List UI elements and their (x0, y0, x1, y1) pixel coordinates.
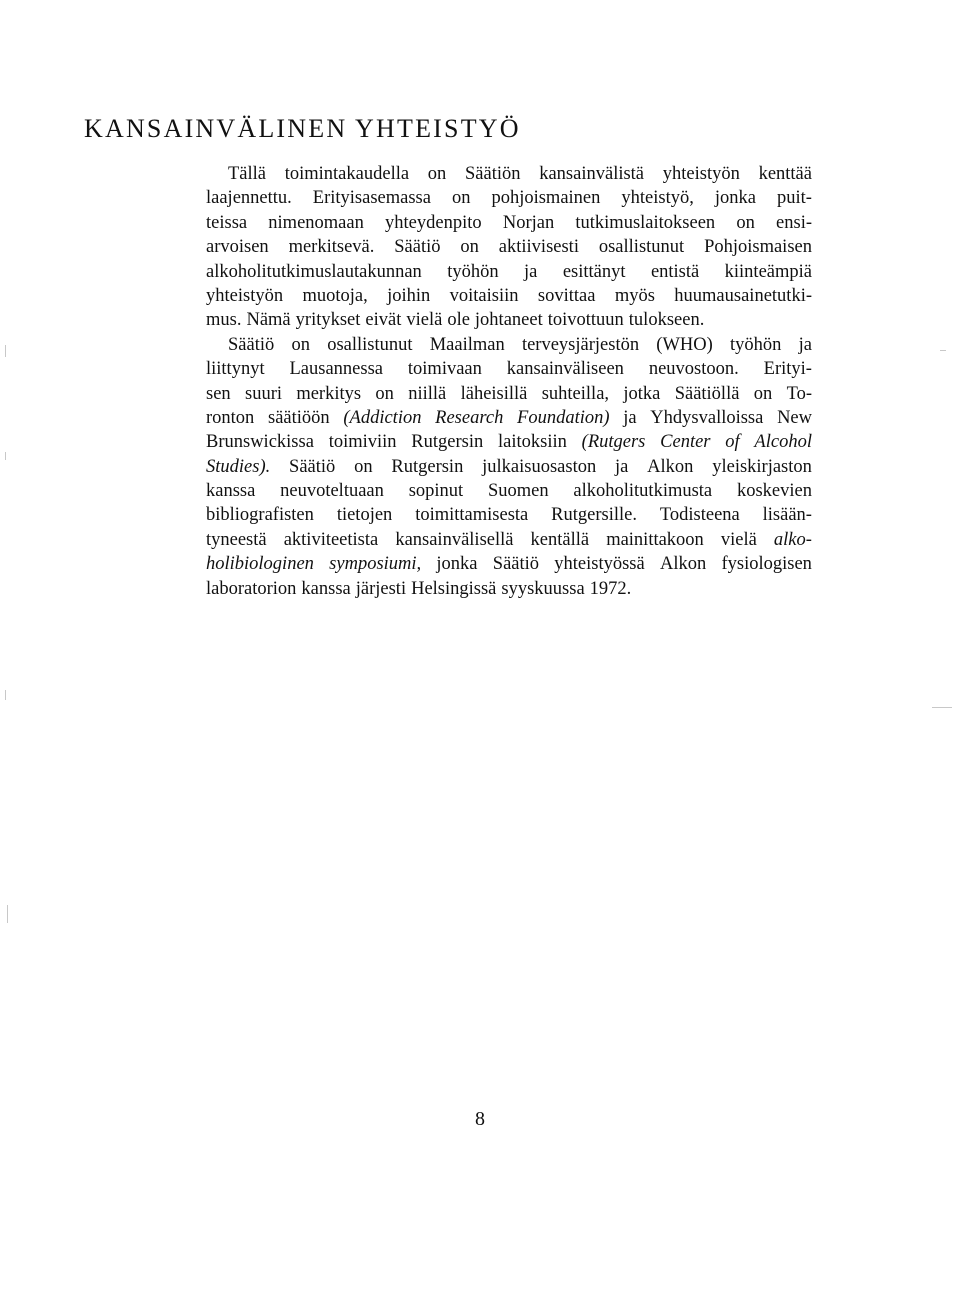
word: Todisteena (659, 505, 740, 526)
word: Säätiö (289, 456, 336, 477)
page-number: 8 (475, 1108, 485, 1130)
text-line (206, 406, 812, 430)
word: Alkon (647, 456, 694, 477)
italic-word: holibiologinen (206, 554, 314, 575)
word: Säätiö (228, 334, 275, 355)
text-line (206, 577, 812, 601)
word: fysiologisen (721, 554, 812, 575)
word: eivät (365, 310, 402, 331)
word: Nämä (246, 310, 291, 331)
italic-word: (Addiction (343, 407, 422, 428)
word: julkaisuosaston (482, 456, 597, 477)
word: on (354, 456, 373, 477)
word: aktiviteetista (283, 529, 379, 550)
word: jonka (436, 554, 478, 575)
word: syyskuussa (501, 578, 585, 599)
word: niillä (408, 383, 447, 404)
word: merkitsevä. (288, 237, 375, 258)
word: Rutgersille. (551, 505, 637, 526)
text-line (206, 162, 812, 186)
word: neuvoteltuaan (280, 481, 384, 502)
word: kansainvälistä (539, 164, 645, 184)
word: pohjoismainen (491, 188, 601, 209)
word: Erityisasemassa (312, 188, 431, 209)
word: tyneestä (206, 529, 267, 550)
word: toimivaan (407, 359, 482, 380)
word: aktiivisesti (498, 237, 579, 258)
word: Rutgersin (391, 456, 464, 477)
scan-speck (940, 350, 946, 351)
word: lisään- (762, 505, 812, 526)
italic-word: Center (660, 432, 711, 453)
word: ja (524, 261, 538, 282)
word: kanssa (206, 481, 256, 502)
text-line (206, 186, 812, 210)
word: tietojen (336, 505, 393, 526)
italic-word: (Rutgers (581, 432, 646, 453)
word: tulokseen. (628, 310, 705, 331)
italic-word: Alcohol (754, 432, 812, 453)
text-line (206, 235, 812, 259)
text-line (206, 455, 812, 479)
text-line (206, 479, 812, 503)
word: Maailman (429, 334, 505, 355)
word: liittynyt (206, 359, 265, 380)
word: tutkimuslaitokseen (575, 212, 716, 233)
text-line (206, 211, 812, 235)
word: on (291, 334, 310, 355)
word: (WHO) (656, 334, 713, 355)
word: ronton (206, 407, 255, 428)
word: osallistunut (327, 334, 413, 355)
word: ole (447, 310, 470, 331)
word: entistä (650, 261, 700, 282)
italic-word: of (725, 432, 740, 453)
text-line (206, 382, 812, 406)
word: yhteydenpito (385, 212, 482, 233)
word: on (375, 383, 394, 404)
word: laajennettu. (206, 188, 292, 209)
scan-speck (5, 345, 6, 357)
word: jotka (623, 383, 661, 404)
word: säätiöön (268, 407, 330, 428)
word: To- (786, 383, 812, 404)
word: läheisillä (460, 383, 528, 404)
text-line (206, 503, 812, 527)
word: Säätiön (465, 164, 521, 184)
word: alkoholitutkimuslautakunnan (206, 261, 422, 282)
word: terveysjärjestön (521, 334, 640, 355)
word: laboratorion (206, 578, 297, 599)
word: työhön (447, 261, 499, 282)
scan-speck (7, 905, 8, 923)
word: yleiskirjaston (712, 456, 812, 477)
word: yhteistyön (206, 285, 284, 306)
word: kentällä (530, 529, 590, 550)
word: merkitys (296, 383, 362, 404)
word: Erityi- (763, 359, 812, 380)
word: Rutgersin (411, 432, 484, 453)
word: suuri (245, 383, 282, 404)
word: on (460, 237, 479, 258)
word: Helsingissä (411, 578, 497, 599)
word: vielä (720, 529, 757, 550)
word: on (753, 383, 773, 404)
text-line (206, 357, 812, 381)
word: Säätiö (394, 237, 441, 258)
word: sopinut (408, 481, 464, 502)
word: teissa (206, 212, 248, 233)
word: mus. (206, 310, 242, 331)
word: New (777, 407, 812, 428)
word: voitaisiin (449, 285, 519, 306)
word: jonka (714, 188, 756, 209)
word: ensi- (776, 212, 812, 233)
word: toimittamisesta (415, 505, 529, 526)
italic-word: symposiumi, (329, 554, 422, 575)
word: ja (615, 456, 629, 477)
word: joihin (387, 285, 431, 306)
word: mainittakoon (606, 529, 704, 550)
word: kansainväliseen (506, 359, 624, 380)
text-line (206, 308, 812, 332)
text-line (206, 552, 812, 576)
word: toimiviin (328, 432, 397, 453)
text-line (206, 260, 812, 284)
word: on (451, 188, 471, 209)
scan-speck (932, 707, 952, 708)
word: koskevien (736, 481, 812, 502)
word: osallistunut (598, 237, 685, 258)
word: puit- (776, 188, 812, 209)
word: yhteistyö, (621, 188, 694, 209)
word: ja (623, 407, 637, 428)
word: kansainvälisellä (395, 529, 514, 550)
text-line (206, 430, 812, 454)
word: sen (206, 383, 231, 404)
word: Säätiö (492, 554, 540, 575)
word: työhön (730, 334, 782, 355)
word: järjesti (355, 578, 407, 599)
word: neuvostoon. (648, 359, 739, 380)
word: kenttää (758, 164, 812, 184)
word: sovittaa (537, 285, 596, 306)
word: Tällä (228, 164, 267, 184)
word: 1972. (589, 578, 632, 599)
word: toivottuun (547, 310, 624, 331)
italic-word: alko- (773, 529, 812, 550)
word: vielä (406, 310, 443, 331)
text-line (206, 333, 812, 357)
word: toimintakaudella (284, 164, 410, 184)
word: on (427, 164, 447, 184)
word: yritykset (295, 310, 361, 331)
word: bibliografisten (206, 505, 314, 526)
word: huumausainetutki- (674, 285, 812, 306)
body-text (206, 162, 812, 601)
word: myös (614, 285, 655, 306)
italic-word: Studies). (206, 456, 271, 477)
word: ja (798, 334, 812, 355)
word: on (736, 212, 755, 233)
word: Brunswickissa (206, 432, 314, 453)
word: Suomen (487, 481, 549, 502)
word: alkoholitutkimusta (573, 481, 713, 502)
word: kanssa (301, 578, 351, 599)
word: esittänyt (562, 261, 626, 282)
word: yhteistyössä (554, 554, 645, 575)
word: Säätiöllä (674, 383, 740, 404)
word: muotoja, (302, 285, 368, 306)
scan-speck (5, 690, 6, 700)
word: Alkon (659, 554, 707, 575)
text-line (206, 284, 812, 308)
word: johtaneet (474, 310, 543, 331)
italic-word: Foundation) (517, 407, 610, 428)
word: kiinteämpiä (724, 261, 812, 282)
text-line (206, 528, 812, 552)
word: yhteistyön (662, 164, 740, 184)
scan-speck (5, 452, 6, 460)
word: Pohjoismaisen (704, 237, 812, 258)
word: arvoisen (206, 237, 269, 258)
word: Norjan (502, 212, 555, 233)
word: laitoksiin (498, 432, 567, 453)
word: suhteilla, (541, 383, 610, 404)
page-title: KANSAINVÄLINEN YHTEISTYÖ (84, 114, 521, 143)
word: Yhdysvalloissa (650, 407, 764, 428)
word: Lausannessa (289, 359, 383, 380)
italic-word: Research (435, 407, 504, 428)
word: nimenomaan (268, 212, 364, 233)
